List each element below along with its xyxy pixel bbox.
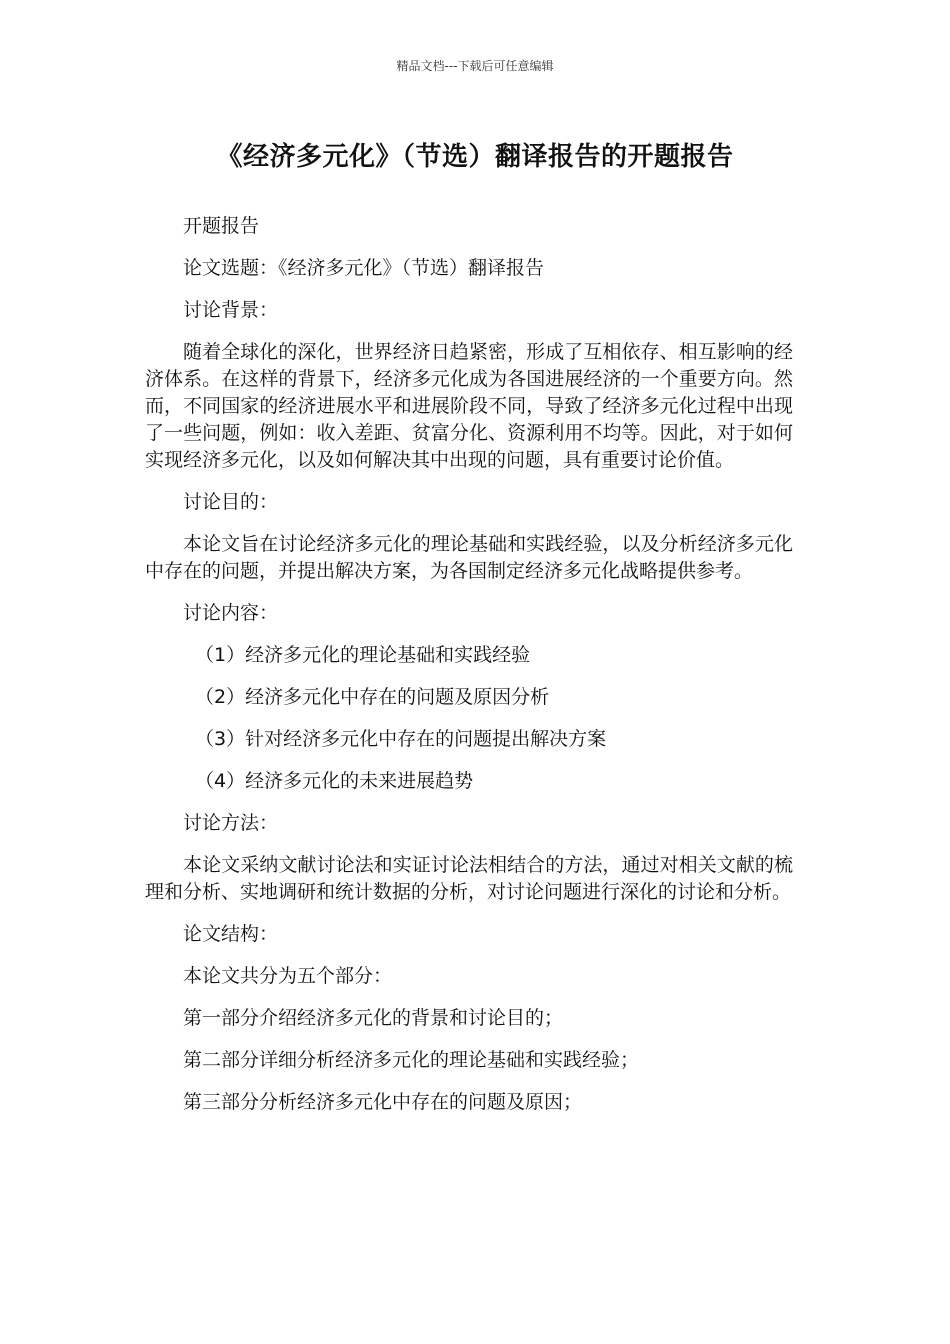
content-list-item: （4）经济多元化的未来进展趋势 — [195, 770, 474, 792]
thesis-topic: 论文选题：《经济多元化》（节选）翻译报告 — [183, 257, 545, 279]
section-label-structure: 论文结构： — [183, 923, 279, 945]
purpose-paragraph: 本论文旨在讨论经济多元化的理论基础和实践经验，以及分析经济多元化中存在的问题，并提出解决方案，为各国制定经济多元化战略提供参考。 — [145, 533, 793, 582]
section-label-content: 讨论内容： — [183, 602, 279, 624]
document-title: 《经济多元化》（节选）翻译报告的开题报告 — [216, 142, 734, 172]
document-body — [145, 213, 793, 1131]
structure-part-3: 第三部分分析经济多元化中存在的问题及原因； — [183, 1091, 583, 1113]
structure-part-2: 第二部分详细分析经济多元化的理论基础和实践经验； — [183, 1049, 640, 1071]
content-list-item: （1）经济多元化的理论基础和实践经验 — [195, 644, 531, 666]
section-label-proposal: 开题报告 — [183, 215, 260, 237]
background-paragraph: 随着全球化的深化，世界经济日趋紧密，形成了互相依存、相互影响的经济体系。在这样的背景下，经济多元化成为各国进展经济的一个重要方向。然而，不同国家的经济进展水平和进展阶段不同，导致了经济多元化过程中出现了一些问题，例如：收入差距、贫富分化、资源利用不均等。因此，对于如何实现经济多元化，以及如何解决其中出现的问题，具有重要讨论价值。 — [145, 341, 793, 471]
header-note: 精品文档---下载后可任意编辑 — [396, 59, 554, 73]
section-label-purpose: 讨论目的： — [183, 491, 279, 513]
structure-intro: 本论文共分为五个部分： — [183, 965, 393, 987]
method-paragraph: 本论文采纳文献讨论法和实证讨论法相结合的方法，通过对相关文献的梳理和分析、实地调研和统计数据的分析，对讨论问题进行深化的讨论和分析。 — [145, 854, 793, 903]
section-label-method: 讨论方法： — [183, 812, 279, 834]
content-list-item: （3）针对经济多元化中存在的问题提出解决方案 — [195, 728, 607, 750]
structure-part-1: 第一部分介绍经济多元化的背景和讨论目的； — [183, 1007, 564, 1029]
section-label-background: 讨论背景： — [183, 299, 279, 321]
content-list-item: （2）经济多元化中存在的问题及原因分析 — [195, 686, 550, 708]
